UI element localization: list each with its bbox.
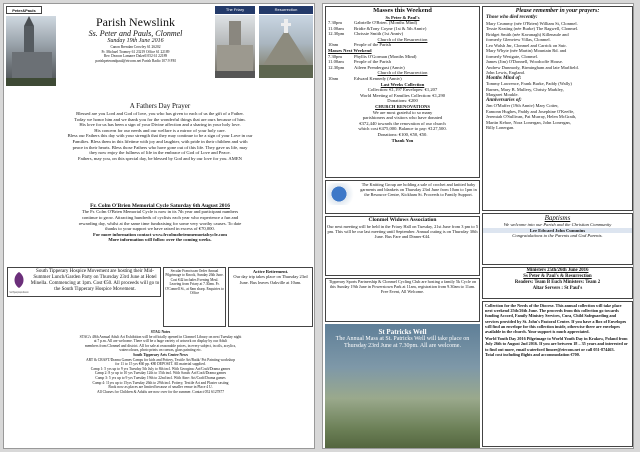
mass-intention: Bridie &Tony Coyne (1st & 5th Anniv) bbox=[354, 25, 427, 31]
mass-time: 11.00am bbox=[328, 25, 344, 31]
left-page bbox=[3, 3, 315, 449]
stag-line: members from Clonmel and district. All for sale at reasonable prices, in every subject, in oils, acrylics, bbox=[84, 343, 237, 348]
renovations-line: parishioners and visitors who have donated bbox=[362, 115, 443, 121]
died-line: formerly Westgate, Clonmel. bbox=[486, 53, 539, 59]
issue-date: Sunday 19th June 2016 bbox=[107, 38, 164, 44]
stag-line: Camp 4: 11yrs up to 15yrs Tuesday 26th to 29th incl. Pottery, Textile Art and Plaster casting bbox=[92, 380, 229, 385]
mass-intention: People of the Parish bbox=[354, 42, 391, 48]
mass-intention: Aileen Prendergast (Anniv) bbox=[354, 64, 405, 70]
church-name: Church of the Resurrection bbox=[377, 36, 428, 42]
prayer-title: A Fathers Day Prayer bbox=[129, 102, 191, 110]
died-line: Leo Walsh Jnr, Clonmel and Carrick on Suir. bbox=[486, 42, 567, 48]
well-text: The Annual Mass at St. Patricks Well will take place on Thursday 23rd June at 7.30pm. All are welcome. bbox=[335, 336, 470, 349]
widows-box bbox=[325, 216, 480, 276]
baptisms-congrats: Congratulations to the Parents and God Parents. bbox=[512, 233, 603, 239]
ministers-title: Ministers 25th/26th June 2016 bbox=[526, 268, 589, 273]
prayer-line: Today we honor him and we thank you for the wonderful things that are ours because of him. bbox=[74, 116, 246, 122]
prayers-title: Please remember in your prayers: bbox=[515, 8, 600, 14]
mass-time: 11.00am bbox=[328, 59, 344, 65]
mass-time: 12.30pm bbox=[328, 31, 345, 37]
died-line: John Lewis, England. bbox=[486, 70, 525, 75]
prayer-line: peace in their hearts. Bless those Fathers who have gone out of this life. They gave us life, may bbox=[72, 144, 248, 150]
church-photo bbox=[6, 16, 56, 86]
died-line: Bridget Smith (née Kavanagh) Killenaule and bbox=[486, 31, 569, 37]
widows-title: Clonmel Widows Association bbox=[368, 217, 437, 223]
stag-line: Camp 1: 5 yrs up to 9 yrs Tuesday 5th July to 8th incl. With Georgina: Art/Craft/Drama games bbox=[90, 366, 231, 371]
cycle-line: continue to grow. Attracting hundreds of cyclists each year who experience a fun and bbox=[81, 215, 239, 220]
mass-time: 10am bbox=[328, 76, 339, 82]
died-line: formerly Glenview Villas, Clonmel. bbox=[486, 37, 551, 42]
prayer-line: Blessed are you Lord and God of love, you who has given to each of us the gift of a Father. bbox=[76, 111, 244, 116]
resurrection-photo bbox=[259, 15, 313, 78]
baptism-name: Lee Edward John Cummins bbox=[483, 228, 632, 234]
baptisms-box bbox=[482, 213, 633, 265]
newsletter-title: Parish Newslink bbox=[96, 15, 175, 29]
died-line: Mary Crummy (née O'Brien) William St, Clonmel. bbox=[486, 20, 578, 26]
months-line: Margaret Moukle. bbox=[486, 92, 519, 97]
stag-line: STAG's 48th Annual Adult Art Exhibition will be officially opened in Clonmel Library on next Tuesday night bbox=[79, 334, 242, 339]
mass-time: 7.30pm bbox=[328, 53, 342, 59]
knitting-text: The Knitting Group are holding a sale of crochet and knitted baby garments and blankets on Thursday 23rd June from 10am to 1pm in the Resource Centre, Kickham St. Proceeds to Family Support. bbox=[360, 182, 477, 198]
stag-line: watercolours, photo prints on canvas, glass painting etc. bbox=[119, 348, 202, 353]
anniv-line: Jim O'Maffer (19th Anniv) Mary Cotter, bbox=[486, 103, 559, 108]
died-line: Tessie Keating (née Burke) The Ragwell, Clonmel. bbox=[486, 26, 579, 31]
collection-line: World Meeting of Families Collection: €1,290 bbox=[359, 92, 446, 98]
mass-intention: Phyllis O'Gorman (Months Mind) bbox=[354, 53, 417, 59]
knitting-box bbox=[325, 180, 480, 214]
diocese-collection-box bbox=[482, 301, 633, 447]
collection-title: Last Weeks Collection bbox=[380, 81, 425, 87]
mass-time: 12.30pm bbox=[328, 64, 345, 70]
mass-intention: Gabrielle O'Brien. (Months Mind) bbox=[354, 20, 418, 26]
anniv-line: Billy Lonergan. bbox=[486, 125, 515, 130]
renovations-line: which cost €475,000. Balance to pay: €127,500. bbox=[358, 126, 447, 132]
ministers-box bbox=[482, 267, 633, 299]
baptisms-welcome: We welcome into our Parish and the Christian Community bbox=[503, 222, 612, 227]
stag-line: Camp 3: 5 yrs up to 9 yrs Tuesday 19th to 22nd incl. With Aine: Art/Craft/Drama games bbox=[95, 375, 226, 380]
active-retirement-box bbox=[228, 267, 313, 327]
cycle-link[interactable]: For more information contact www.frcolmobrienmemorialcycle.com bbox=[93, 231, 227, 237]
stag-line: Camp 2: 8 yr up to 10 yrs Tuesday 12th to 15th incl. With Sarah: Art/Craft/Drama games bbox=[94, 371, 227, 376]
died-title: Those who died recently: bbox=[486, 15, 538, 20]
hospice-text: South Tipperary Hospice Movement are hosting their Mid-Summer Lunch/Garden Party on Thursday 23rd June at Hotel Minella. Commencing at 1pm. Cost €50. All proceeds will go to the South Tipperary Hospice Movement. bbox=[30, 269, 160, 292]
wyd-cost: Total cost including flights and accommodation €700. bbox=[485, 351, 580, 357]
masses-title: Masses this Weekend bbox=[326, 7, 479, 15]
contact-line: Rev. Deacon Lamarre Dalzell 052 61 22189 bbox=[103, 54, 168, 59]
masses-box bbox=[325, 6, 480, 178]
prayer-line: Families. Bless them in this lifetime with joy and laughter, with pride in their children and with bbox=[72, 138, 248, 144]
yarn-icon bbox=[327, 183, 357, 205]
prayer-line: Bless our Fathers this day with your strength that they may continue to be a sign of your Love in our bbox=[67, 133, 253, 139]
mass-intention: Chrissie Smith (1st Anniv) bbox=[354, 31, 404, 37]
ministers-church: Ss Peter & Paul's & Resurrection bbox=[523, 274, 592, 279]
months-line: Tommy Lawrence, Frank Burke, Paddy (Wally) bbox=[486, 81, 572, 86]
contact-line: Fr. Michael Toomey 61 23219 Office 61 22189 bbox=[101, 49, 170, 54]
hospice-logo-icon bbox=[9, 270, 51, 296]
memorial-cycle bbox=[10, 203, 310, 243]
renovations-title: CHURCH RENOVATIONS bbox=[375, 104, 430, 109]
prayer-line: His love for us has been a sign of your Divine affection and a sharing in your holy love. bbox=[79, 122, 241, 128]
cycle-title: Fr. Colm O'Brien Memorial Cycle Saturday 6th August 2016 bbox=[90, 203, 230, 209]
st-patricks-well-box bbox=[325, 324, 480, 448]
cycle-line: rewarding day, whilst at the same time fundraising for some very worthy causes. To date bbox=[78, 220, 242, 226]
stag-line: at 7 p.m. All are welcome. There will be a huge variety of artwork on display by our Adult bbox=[93, 339, 228, 344]
church-name: Ss Peter & Paul's bbox=[385, 14, 420, 20]
widows-text: Our next meeting will be held in the Friary Hall on Tuesday, 21st June from 3 pm to 5 pm. This will be our last meeting until September. Annual outing is on Thursday 30th June. Bus Fare and Dinner €44. bbox=[326, 223, 479, 240]
retire-text: Our day trip takes place on Thursday 23rd June. Bus leaves Oakville at 10am. bbox=[233, 274, 308, 285]
wyd-text: World Youth Day 2016 Pilgrimage to World Youth Day in Krakow, Poland from July 26th to August 2nd 2016. If you are between 18 – 35 years and interested or to find out more, email waterford limore@eircom.net or call 051-874463. bbox=[485, 336, 628, 352]
hospice-logo-label: South Tipperary Hospice Movement bbox=[9, 291, 51, 294]
well-title: St Patricks Well bbox=[378, 328, 427, 336]
mass-time: 7.30pm bbox=[328, 20, 342, 26]
died-line: Mary Whyte (née Martin) Mountain Rd. and bbox=[486, 48, 567, 53]
cycle-line: thanks to your support we have raised in excess of €70,000. bbox=[105, 226, 215, 232]
collection-line: Donations: €200 bbox=[387, 98, 418, 104]
died-line: Andrew Dunmody, Birmingham and late Marlfield. bbox=[486, 64, 579, 70]
ministers-altar: Altar Servers : St Paul's bbox=[532, 286, 583, 291]
tab-friary: The Friary bbox=[215, 6, 255, 14]
cycle-event-box bbox=[325, 278, 480, 322]
cycle-line: More information will follow over the coming weeks. bbox=[108, 237, 212, 243]
months-line: Barnes, Mary B. Mullery, Christy Markley, bbox=[486, 86, 564, 92]
tab-peter-pauls: Peter&Pauls bbox=[6, 6, 42, 14]
ministers-readers: Readers: Team B Euch Ministers: Team 2 bbox=[514, 280, 601, 285]
renovations-line: Donations: €100, €50, €50. bbox=[377, 131, 428, 137]
anniv-line: Jeremiah O'Sullivan, Pat Murray, Helen McGrath, bbox=[486, 114, 577, 119]
hospice-box bbox=[7, 267, 161, 297]
prayers-box bbox=[482, 6, 633, 211]
stag-line: All Classes for Children & Adults are now over for the summer. Contact 052 6127877 bbox=[96, 389, 225, 394]
cycle-line: The Fr. Colm O'Brien Memorial Cycle is now in its 7th year and participant numbers bbox=[81, 209, 239, 215]
parish-subtitle: Ss. Peter and Pauls, Clonmel bbox=[88, 29, 183, 38]
collection-line: Collection: €1,197 Envelopes: €1,207 bbox=[367, 87, 438, 93]
mass-intention: Edward Kennedy (Anniv) bbox=[354, 76, 402, 82]
masthead bbox=[58, 16, 213, 63]
prayer-line: Fathers, may you, on this special day, be blessed by God and by our love for you. AMEN bbox=[78, 155, 242, 161]
contact-line: parishpeterandpaul@eircom.net Parish Radio 107.9 FM bbox=[95, 58, 176, 63]
died-line: James (Jim) O'Donnell, Woodcoffe House. bbox=[486, 59, 564, 64]
church-name: Church of the Resurrection bbox=[377, 70, 428, 76]
collection-section bbox=[326, 82, 479, 144]
anniversaries-title: Anniversaries of: bbox=[486, 97, 522, 103]
retire-title: Active Retirement. bbox=[252, 269, 289, 274]
stag-line: ART & CRAFT/Drama Games Camps for kids and Pottery, Textile Art/Batik/ Pot Painting workshop bbox=[85, 357, 236, 362]
stag-line: for 11 to 15 yrs €60 pp. €80 DEPOSIT. All material supplied. bbox=[115, 362, 206, 367]
renovations-line: €372,440 towards the renovation of our church bbox=[359, 120, 446, 126]
tab-resurrection: Resurrection bbox=[259, 6, 313, 14]
contact-line: Canon Brendan Crowley 61 26202 bbox=[110, 45, 161, 49]
sport-text: Tipperary Sports Partnership & Clonmel Cycling Club are hosting a family 5k Cycle on this Sunday 19th June in Powerstown Park at 11am, registration from 9.30am to 11am. Free Event, All Welcome. bbox=[328, 279, 477, 295]
baptisms-title: Baptisms bbox=[544, 214, 571, 222]
stag-notes bbox=[8, 330, 313, 394]
renovations-line: We are most grateful to so many bbox=[372, 109, 433, 115]
mass-time: 10am bbox=[328, 42, 339, 48]
next-weekend-title: Masses Next Weekend bbox=[328, 48, 372, 54]
friary-photo bbox=[215, 15, 255, 78]
franciscan-pilgrimage-box: Secular Franciscan Order Annual Pilgrimage to Knock, Sunday 26th June. Cost €42 includes Evening Meal. Leaving from Friary at 7.30am. Fr. O'Connell St., at 8am sharp. Enquiries to Office bbox=[163, 267, 226, 327]
right-page bbox=[322, 3, 634, 449]
months-mind-title: Months Mind of: bbox=[486, 75, 522, 81]
mass-intention: People of the Parish bbox=[354, 59, 391, 65]
anniv-line: Martin Kehoe, Nora Lonergan, John Lonergan, bbox=[486, 119, 571, 125]
fathers-day-prayer bbox=[10, 102, 310, 161]
thank-you: Thank You bbox=[391, 137, 414, 143]
prayer-line: His concern for our needs and our welfare is a mirror of your holy care. bbox=[94, 127, 226, 133]
prayer-line: they now enjoy the fullness of life in the embrace of God of Love and Peace. bbox=[89, 150, 231, 156]
anniv-line: Eamonn Hughes, Paddy and Josephine O'Keeffe, bbox=[486, 108, 575, 114]
needs-text: Collection for the Needs of the Diocese. This annual collection will take place next weekend 25th/26th June. The proceeds from this collection go towards funding Accord, Family Ministry Services, Cura, Child Safeguarding and services provided by St. John's Pastoral Centre. If you have a Box of Envelopes will find an envelope for this collection inside, otherwise there are envelopes available in the church. Your support is much appreciated. bbox=[485, 303, 627, 335]
stag-title: STAG Notes bbox=[150, 330, 171, 334]
arts-centre-title: South Tipperary Arts Centre News bbox=[133, 352, 188, 357]
stag-line: Book now as places are limited because of smaller venue in Place 4 U. bbox=[108, 385, 213, 390]
